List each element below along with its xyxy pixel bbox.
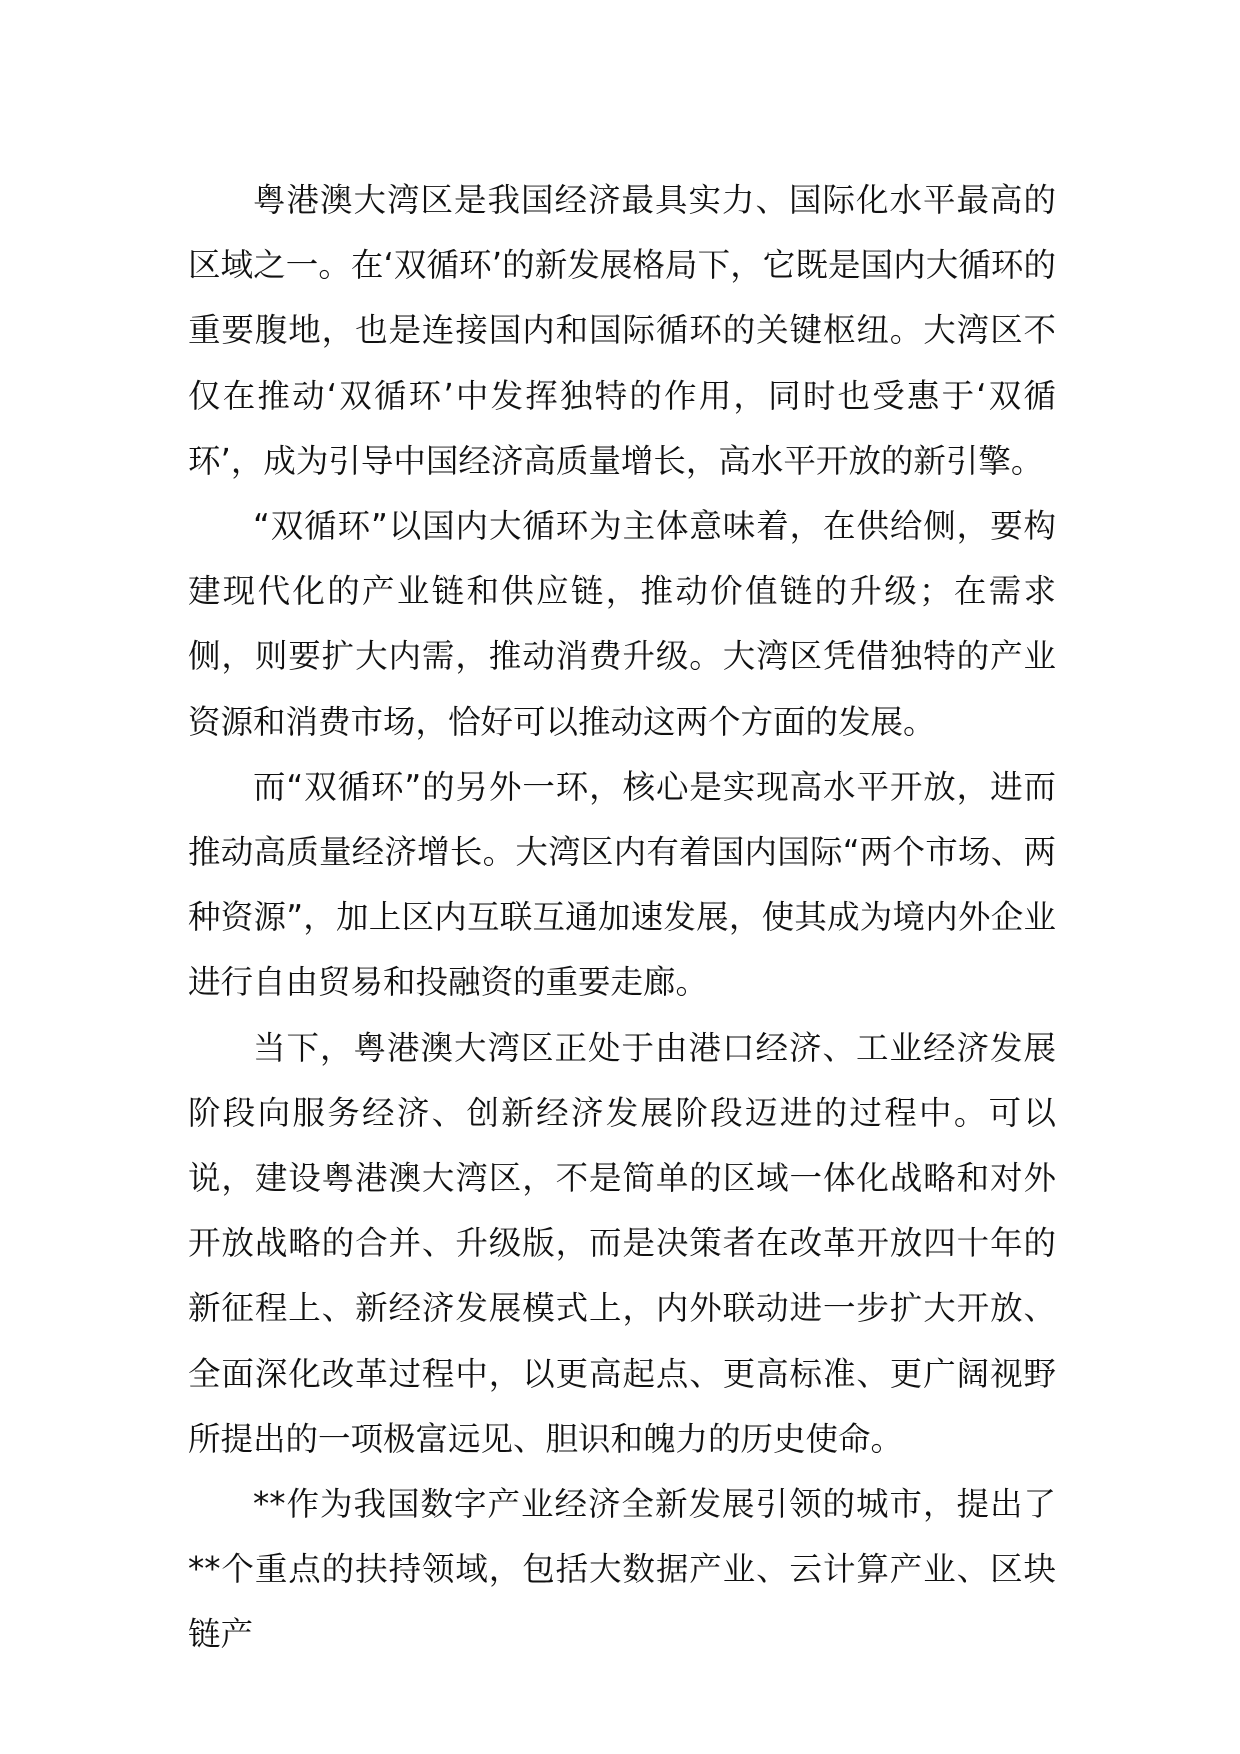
paragraph-1: 粤港澳大湾区是我国经济最具实力、国际化水平最高的区域之一。在‘双循环’的新发展格局下，它既是国内大循环的重要腹地，也是连接国内和国际循环的关键枢纽。大湾区不仅在推动‘双循环’中发挥独特的作用，同时也受惠于‘双循环’，成为引导中国经济高质量增长，高水平开放的新引擎。 — [188, 181, 1056, 480]
paragraph-3: 而“双循环”的另外一环，核心是实现高水平开放，进而推动高质量经济增长。大湾区内有着国内国际“两个市场、两种资源”，加上区内互联互通加速发展，使其成为境内外企业进行自由贸易和投融资的重要走廊。 — [188, 767, 1056, 1002]
paragraph-4: 当下，粤港澳大湾区正处于由港口经济、工业经济发展阶段向服务经济、创新经济发展阶段迈进的过程中。可以说，建设粤港澳大湾区，不是简单的区域一体化战略和对外开放战略的合并、升级版，而是决策者在改革开放四十年的新征程上、新经济发展模式上，内外联动进一步扩大开放、全面深化改革过程中，以更高起点、更高标准、更广阔视野所提出的一项极富远见、胆识和魄力的历史使命。 — [188, 1028, 1056, 1458]
paragraph-2: “双循环”以国内大循环为主体意味着，在供给侧，要构建现代化的产业链和供应链，推动价值链的升级；在需求侧，则要扩大内需，推动消费升级。大湾区凭借独特的产业资源和消费市场，恰好可以推动这两个方面的发展。 — [188, 507, 1056, 741]
document-body — [188, 168, 1056, 1668]
paragraph-5: **作为我国数字产业经济全新发展引领的城市，提出了**个重点的扶持领域，包括大数据产业、云计算产业、区块链产 — [188, 1485, 1056, 1654]
